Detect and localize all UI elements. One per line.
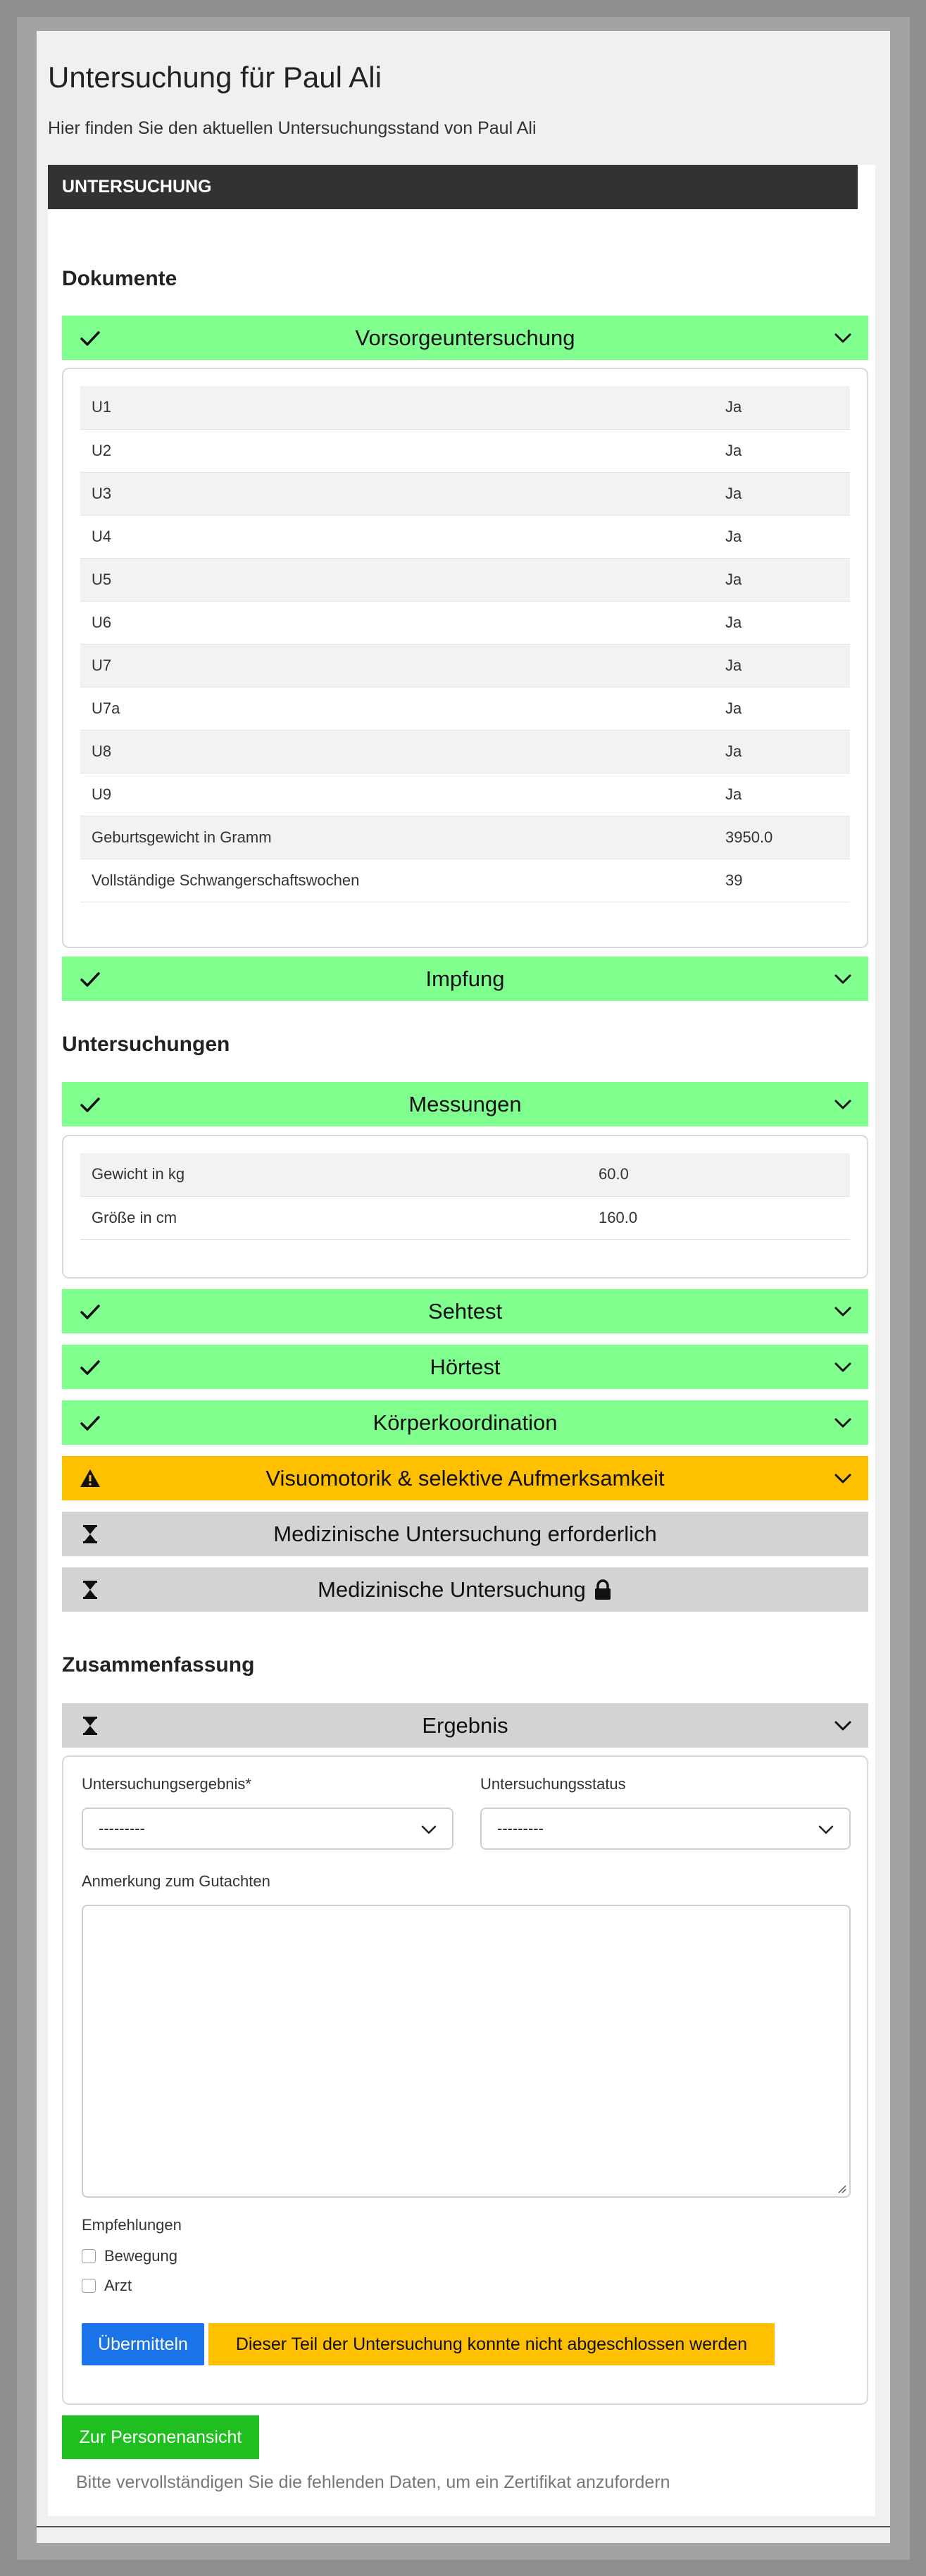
vorsorge-table-row-label: U9 (80, 773, 714, 816)
check-icon (79, 327, 101, 349)
vorsorge-table (80, 386, 850, 902)
vorsorge-table-row-value: 3950.0 (714, 816, 850, 859)
page (37, 31, 890, 2543)
checkbox-label-bewegung: Bewegung (104, 2247, 177, 2265)
vorsorge-table-row-label: U4 (80, 515, 714, 558)
vorsorge-table-row-label: Geburtsgewicht in Gramm (80, 816, 714, 859)
vorsorge-table-row (80, 687, 850, 730)
accordion-hoertest[interactable] (62, 1345, 868, 1389)
messungen-table-row (80, 1196, 850, 1239)
accordion-label (62, 1567, 868, 1612)
vorsorge-table-row-label: Vollständige Schwangerschaftswochen (80, 859, 714, 902)
accordion-medizinische-untersuchung[interactable] (62, 1567, 868, 1612)
vorsorge-table-row-value: Ja (714, 472, 850, 515)
vorsorge-table-row (80, 644, 850, 687)
accordion-label: Ergebnis (422, 1712, 508, 1738)
window-frame (17, 17, 910, 2560)
accordion-messungen[interactable] (62, 1082, 868, 1126)
vorsorge-table-row-label: U1 (80, 386, 714, 429)
warning-icon (79, 1467, 101, 1490)
vorsorge-table-row-label: U2 (80, 429, 714, 472)
checkbox-arzt[interactable] (82, 2279, 96, 2293)
check-icon (79, 968, 101, 990)
hourglass-icon (79, 1523, 101, 1545)
vorsorge-table-row-value: Ja (714, 730, 850, 773)
vorsorge-table-row-value: Ja (714, 601, 850, 644)
vorsorge-table-row-value: Ja (714, 386, 850, 429)
chevron-down-icon (833, 1095, 853, 1114)
messungen-table (80, 1153, 850, 1240)
vorsorge-panel (62, 368, 868, 948)
chevron-down-icon (833, 1357, 853, 1377)
recommendations-label: Empfehlungen (82, 2216, 182, 2234)
lock-icon (593, 1579, 613, 1600)
vorsorge-table-row (80, 859, 850, 902)
chevron-down-icon (833, 328, 853, 348)
vorsorge-table-row-label: U7a (80, 687, 714, 730)
accordion-label: Körperkoordination (373, 1410, 558, 1435)
result-select-value: --------- (99, 1819, 145, 1837)
accordion-label: Sehtest (427, 1298, 503, 1324)
hourglass-icon (79, 1579, 101, 1601)
vorsorge-table-row-value: Ja (714, 429, 850, 472)
accordion-label-text: Medizinische Untersuchung (318, 1576, 586, 1602)
accordion-label: Visuomotorik & selektive Aufmerksamkeit (265, 1465, 665, 1491)
submit-button[interactable]: Übermitteln (82, 2323, 204, 2365)
incomplete-warning: Dieser Teil der Untersuchung konnte nicht abgeschlossen werden (208, 2323, 775, 2365)
vorsorge-table-row-value: Ja (714, 558, 850, 601)
chevron-down-icon (420, 1820, 438, 1838)
card-header: UNTERSUCHUNG (48, 165, 858, 209)
vorsorge-table-row-value: Ja (714, 515, 850, 558)
status-select-value: --------- (497, 1819, 544, 1837)
messungen-table-row-label: Größe in cm (80, 1196, 587, 1239)
check-icon (79, 1412, 101, 1434)
resize-grip-icon[interactable] (835, 2182, 846, 2194)
result-form-panel (62, 1755, 868, 2405)
page-subtitle: Hier finden Sie den aktuellen Untersuchungsstand von Paul Ali (48, 118, 537, 138)
messungen-table-row-label: Gewicht in kg (80, 1153, 587, 1196)
accordion-label: Medizinische Untersuchung erforderlich (273, 1521, 657, 1546)
vorsorge-table-row (80, 472, 850, 515)
check-icon (79, 1356, 101, 1379)
accordion-visuomotorik[interactable] (62, 1456, 868, 1500)
vorsorge-table-row-label: U7 (80, 644, 714, 687)
person-view-button[interactable]: Zur Personenansicht (62, 2415, 259, 2459)
vorsorge-table-row (80, 773, 850, 816)
messungen-table-row-value: 60.0 (587, 1153, 850, 1196)
vorsorge-table-row (80, 601, 850, 644)
vorsorge-table-row (80, 558, 850, 601)
accordion-medizinische-untersuchung-erforderlich[interactable] (62, 1512, 868, 1556)
chevron-down-icon (833, 1716, 853, 1736)
page-title: Untersuchung für Paul Ali (48, 61, 382, 94)
checkbox-bewegung[interactable] (82, 2249, 96, 2263)
section-title-examinations: Untersuchungen (62, 1033, 230, 1056)
chevron-down-icon (833, 1413, 853, 1433)
section-title-documents: Dokumente (62, 267, 177, 290)
vorsorge-table-row-label: U6 (80, 601, 714, 644)
remark-label: Anmerkung zum Gutachten (82, 1872, 270, 1890)
chevron-down-icon (833, 1302, 853, 1321)
hourglass-icon (79, 1715, 101, 1737)
chevron-down-icon (817, 1820, 835, 1838)
messungen-panel (62, 1135, 868, 1278)
checkbox-label-arzt: Arzt (104, 2277, 132, 2294)
footer-divider (37, 2526, 890, 2527)
vorsorge-table-row (80, 515, 850, 558)
status-label: Untersuchungsstatus (480, 1775, 626, 1793)
accordion-label: Vorsorgeuntersuchung (355, 325, 575, 350)
messungen-table-row-value: 160.0 (587, 1196, 850, 1239)
vorsorge-table-row (80, 386, 850, 429)
status-select[interactable] (480, 1807, 851, 1850)
vorsorge-table-row-value: Ja (714, 644, 850, 687)
messungen-table-row (80, 1153, 850, 1196)
vorsorge-table-row-value: Ja (714, 773, 850, 816)
accordion-koerperkoordination[interactable] (62, 1400, 868, 1445)
certificate-hint: Bitte vervollständigen Sie die fehlenden Daten, um ein Zertifikat anzufordern (76, 2472, 670, 2492)
vorsorge-table-row-value: 39 (714, 859, 850, 902)
accordion-label: Messungen (408, 1091, 522, 1116)
section-title-summary: Zusammenfassung (62, 1653, 255, 1676)
result-select[interactable] (82, 1807, 453, 1850)
chevron-down-icon (833, 1469, 853, 1488)
accordion-vorsorgeuntersuchung[interactable] (62, 316, 868, 360)
result-label: Untersuchungsergebnis* (82, 1775, 251, 1793)
vorsorge-table-row (80, 730, 850, 773)
chevron-down-icon (833, 969, 853, 989)
accordion-ergebnis[interactable] (62, 1703, 868, 1748)
vorsorge-table-row-label: U3 (80, 472, 714, 515)
vorsorge-table-row-value: Ja (714, 687, 850, 730)
vorsorge-table-row (80, 816, 850, 859)
accordion-label: Impfung (425, 966, 505, 991)
accordion-impfung[interactable] (62, 957, 868, 1001)
checkbox-row-bewegung[interactable] (82, 2247, 177, 2265)
vorsorge-table-row-label: U5 (80, 558, 714, 601)
checkbox-row-arzt[interactable] (82, 2277, 132, 2295)
accordion-sehtest[interactable] (62, 1289, 868, 1333)
examination-card (48, 165, 875, 2516)
vorsorge-table-row (80, 429, 850, 472)
accordion-label: Hörtest (430, 1354, 501, 1379)
vorsorge-table-row-label: U8 (80, 730, 714, 773)
remark-textarea[interactable] (82, 1905, 851, 2198)
check-icon (79, 1093, 101, 1116)
check-icon (79, 1300, 101, 1323)
